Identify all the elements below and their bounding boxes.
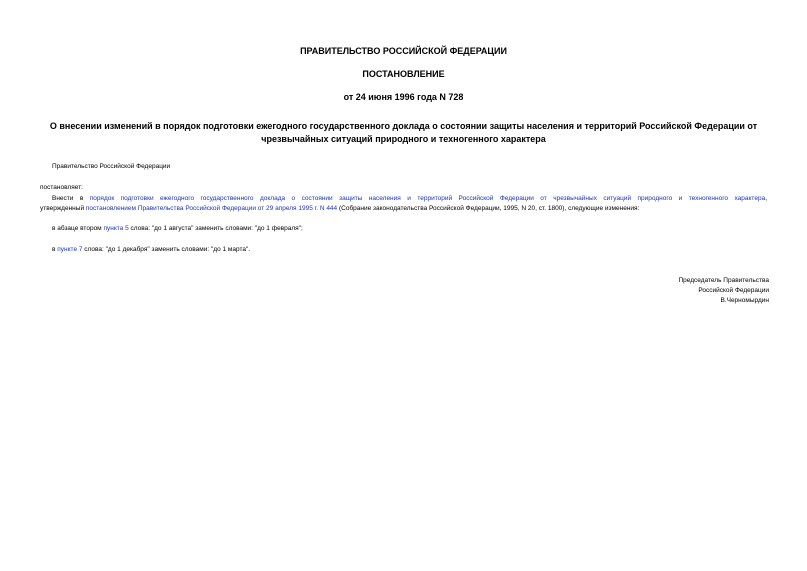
document-date: от 24 июня 1996 года N 728 [343, 92, 464, 102]
document-title-line2: чрезвычайных ситуаций природного и техногенного характера [261, 133, 546, 144]
amendment-2-rest: слова: "до 1 декабря" заменить словами: "до 1 марта". [82, 246, 251, 253]
amendment-item-2 [52, 245, 250, 254]
paragraph-1-intro: Внести в [52, 195, 90, 202]
signature-country: Российской Федерации [698, 287, 769, 294]
paragraph-1-line2 [40, 204, 639, 213]
government-heading: ПРАВИТЕЛЬСТВО РОССИЙСКОЙ ФЕДЕРАЦИИ [300, 46, 507, 56]
signature-block [678, 276, 769, 306]
paragraph-1-comma: , [765, 195, 767, 202]
paragraph-2-rest: (Собрание законодательства Российской Федерации, 1995, N 20, ст. 1800), следующие изменения: [337, 205, 640, 212]
document-title [40, 120, 767, 145]
paragraph-1-line1 [52, 194, 767, 203]
issuer-text: Правительство Российской Федерации [52, 163, 171, 170]
amendment-1-intro: в абзаце втором [52, 225, 104, 232]
procedure-link[interactable]: порядок подготовки ежегодного государственного доклада о состоянии защиты населения и территорий Российской Федерации от чрезвычайных ситуаций природного и техногенного характера [89, 195, 766, 202]
paragraph-2-intro: утвержденный [40, 205, 86, 212]
point-7-link[interactable]: пункте 7 [57, 246, 83, 253]
resolves-text: постановляет: [40, 184, 83, 191]
amendment-item-1 [52, 224, 303, 233]
signature-name: В.Черномырдин [720, 297, 769, 304]
signature-position: Председатель Правительства [678, 277, 769, 284]
amendment-1-rest: слова: "до 1 августа" заменить словами: "до 1 февраля"; [128, 225, 303, 232]
amendment-2-intro: в [52, 246, 58, 253]
point-5-link[interactable]: пункта 5 [103, 225, 129, 232]
document-type-heading: ПОСТАНОВЛЕНИЕ [362, 69, 445, 79]
decree-444-link[interactable]: постановлением Правительства Российской Федерации от 29 апреля 1995 г. N 444 [85, 205, 338, 212]
document-title-line1: О внесении изменений в порядок подготовки ежегодного государственного доклада о состоянии защиты населения и территорий Российской Федерации от [49, 121, 758, 131]
